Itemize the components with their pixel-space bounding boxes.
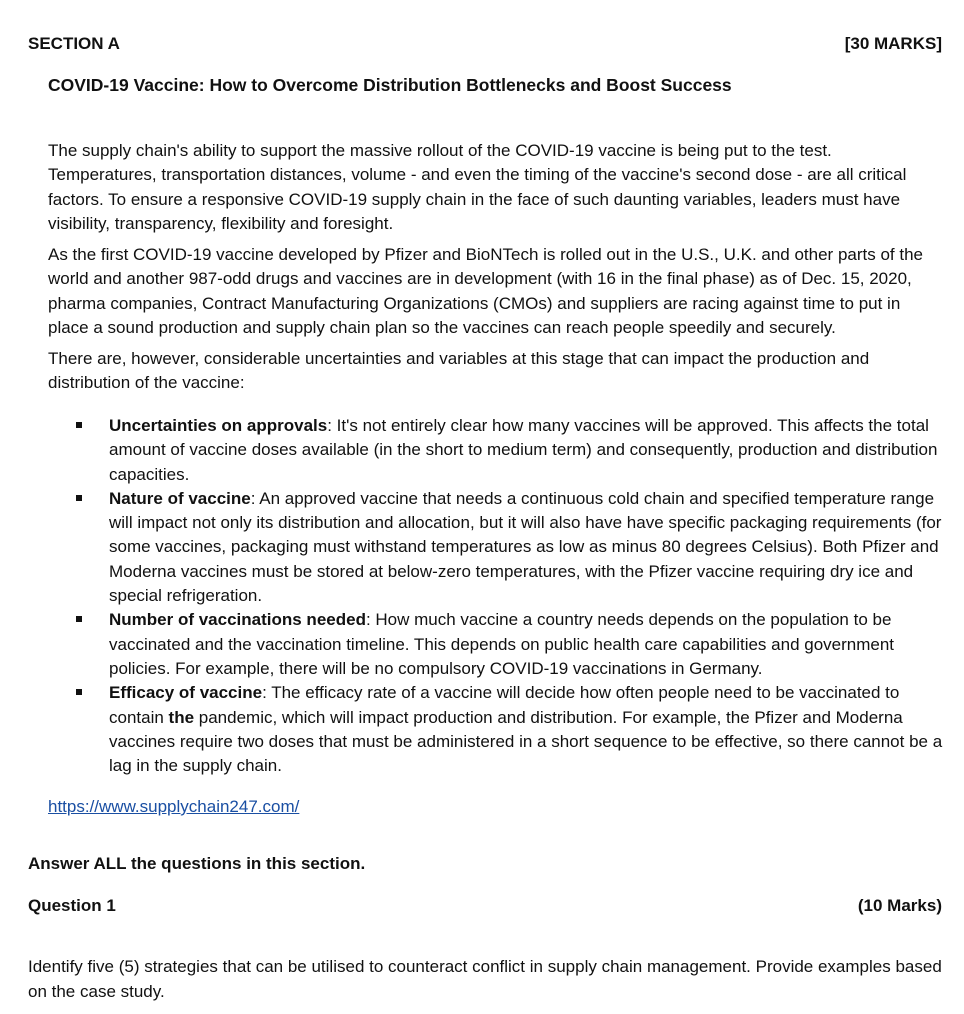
bullet-text: : How much vaccine a country needs depends on the population to be vaccinated and the vaccination timeline. This depends on public health care capabilities and government policies. For example, there will be no compulsory COVID-19 vaccinations in Germany. — [109, 610, 895, 678]
section-label: SECTION A — [28, 34, 120, 53]
bullet-term: Uncertainties on approvals — [109, 416, 328, 435]
source-link[interactable]: https://www.supplychain247.com/ — [48, 797, 300, 816]
paragraph-2: As the first COVID-19 vaccine developed by Pfizer and BioNTech is rolled out in the U.S., U.K. and other parts of the world and another 987-odd drugs and vaccines are in development (with 16 in the final phase) as of Dec. 15, 2020, pharma companies, Contract Manufacturing Organizations (CMOs) and suppliers are racing against time to put in place a sound production and supply chain plan so the vaccines can reach people speedily and securely. — [48, 245, 923, 337]
bullet-text: : An approved vaccine that needs a continuous cold chain and specified temperature range will impact not only its distribution and allocation, but it will also have have specific packaging requirements (for some vaccines, packaging must withstand temperatures as low as minus 80 degrees Celsius). Both Pfizer and Moderna vaccines must be stored at below-zero temperatures, with the Pfizer vaccine requiring dry ice and special refrigeration. — [109, 488, 942, 606]
question-marks: (10 Marks) — [857, 896, 942, 915]
bullet-square-icon — [76, 689, 82, 695]
bullet-text: pandemic, which will impact production and distribution. For example, the Pfizer and Moderna vaccines require two doses that must be administered in a short sequence to be effective, so there cannot be a lag in the supply chain. — [109, 707, 943, 776]
bullet-square-icon — [76, 495, 82, 501]
section-marks: [30 MARKS] — [844, 34, 942, 53]
case-title: COVID-19 Vaccine: How to Overcome Distribution Bottlenecks and Boost Success — [48, 75, 732, 95]
question-text: Identify five (5) strategies that can be utilised to counteract conflict in supply chain management. Provide examples based on the case study. — [28, 957, 942, 1001]
list-item — [76, 414, 944, 487]
question-header — [28, 896, 942, 916]
bullet-text: : The efficacy rate of a vaccine will decide how often people need to be vaccinated to contain — [109, 683, 900, 727]
section-header — [28, 34, 942, 54]
list-item — [76, 487, 944, 608]
bullet-term: Nature of vaccine — [109, 488, 251, 508]
bullet-term: Efficacy of vaccine — [109, 683, 263, 703]
bullet-square-icon — [76, 616, 82, 622]
instruction: Answer ALL the questions in this section. — [28, 854, 366, 873]
bullet-square-icon — [76, 422, 82, 428]
factors-list — [76, 414, 944, 778]
paragraph-1: The supply chain's ability to support the massive rollout of the COVID-19 vaccine is being put to the test. Temperatures, transportation distances, volume - and even the timing of the vaccine's second dose - are all critical factors. To ensure a responsive COVID-19 supply chain in the face of such daunting variables, leaders must have visibility, transparency, flexibility and foresight. — [48, 141, 907, 233]
bullet-bold-word: the — [168, 707, 195, 727]
paragraph-3: There are, however, considerable uncertainties and variables at this stage that can impact the production and distribution of the vaccine: — [48, 349, 870, 393]
list-item — [76, 681, 944, 778]
bullet-term: Number of vaccinations needed — [109, 610, 366, 630]
list-item — [76, 608, 944, 681]
question-label: Question 1 — [28, 896, 116, 915]
bullet-text: : It's not entirely clear how many vaccines will be approved. This affects the total amount of vaccine doses available (in the short to medium term) and consequently, production and distribution capacities. — [109, 416, 938, 484]
